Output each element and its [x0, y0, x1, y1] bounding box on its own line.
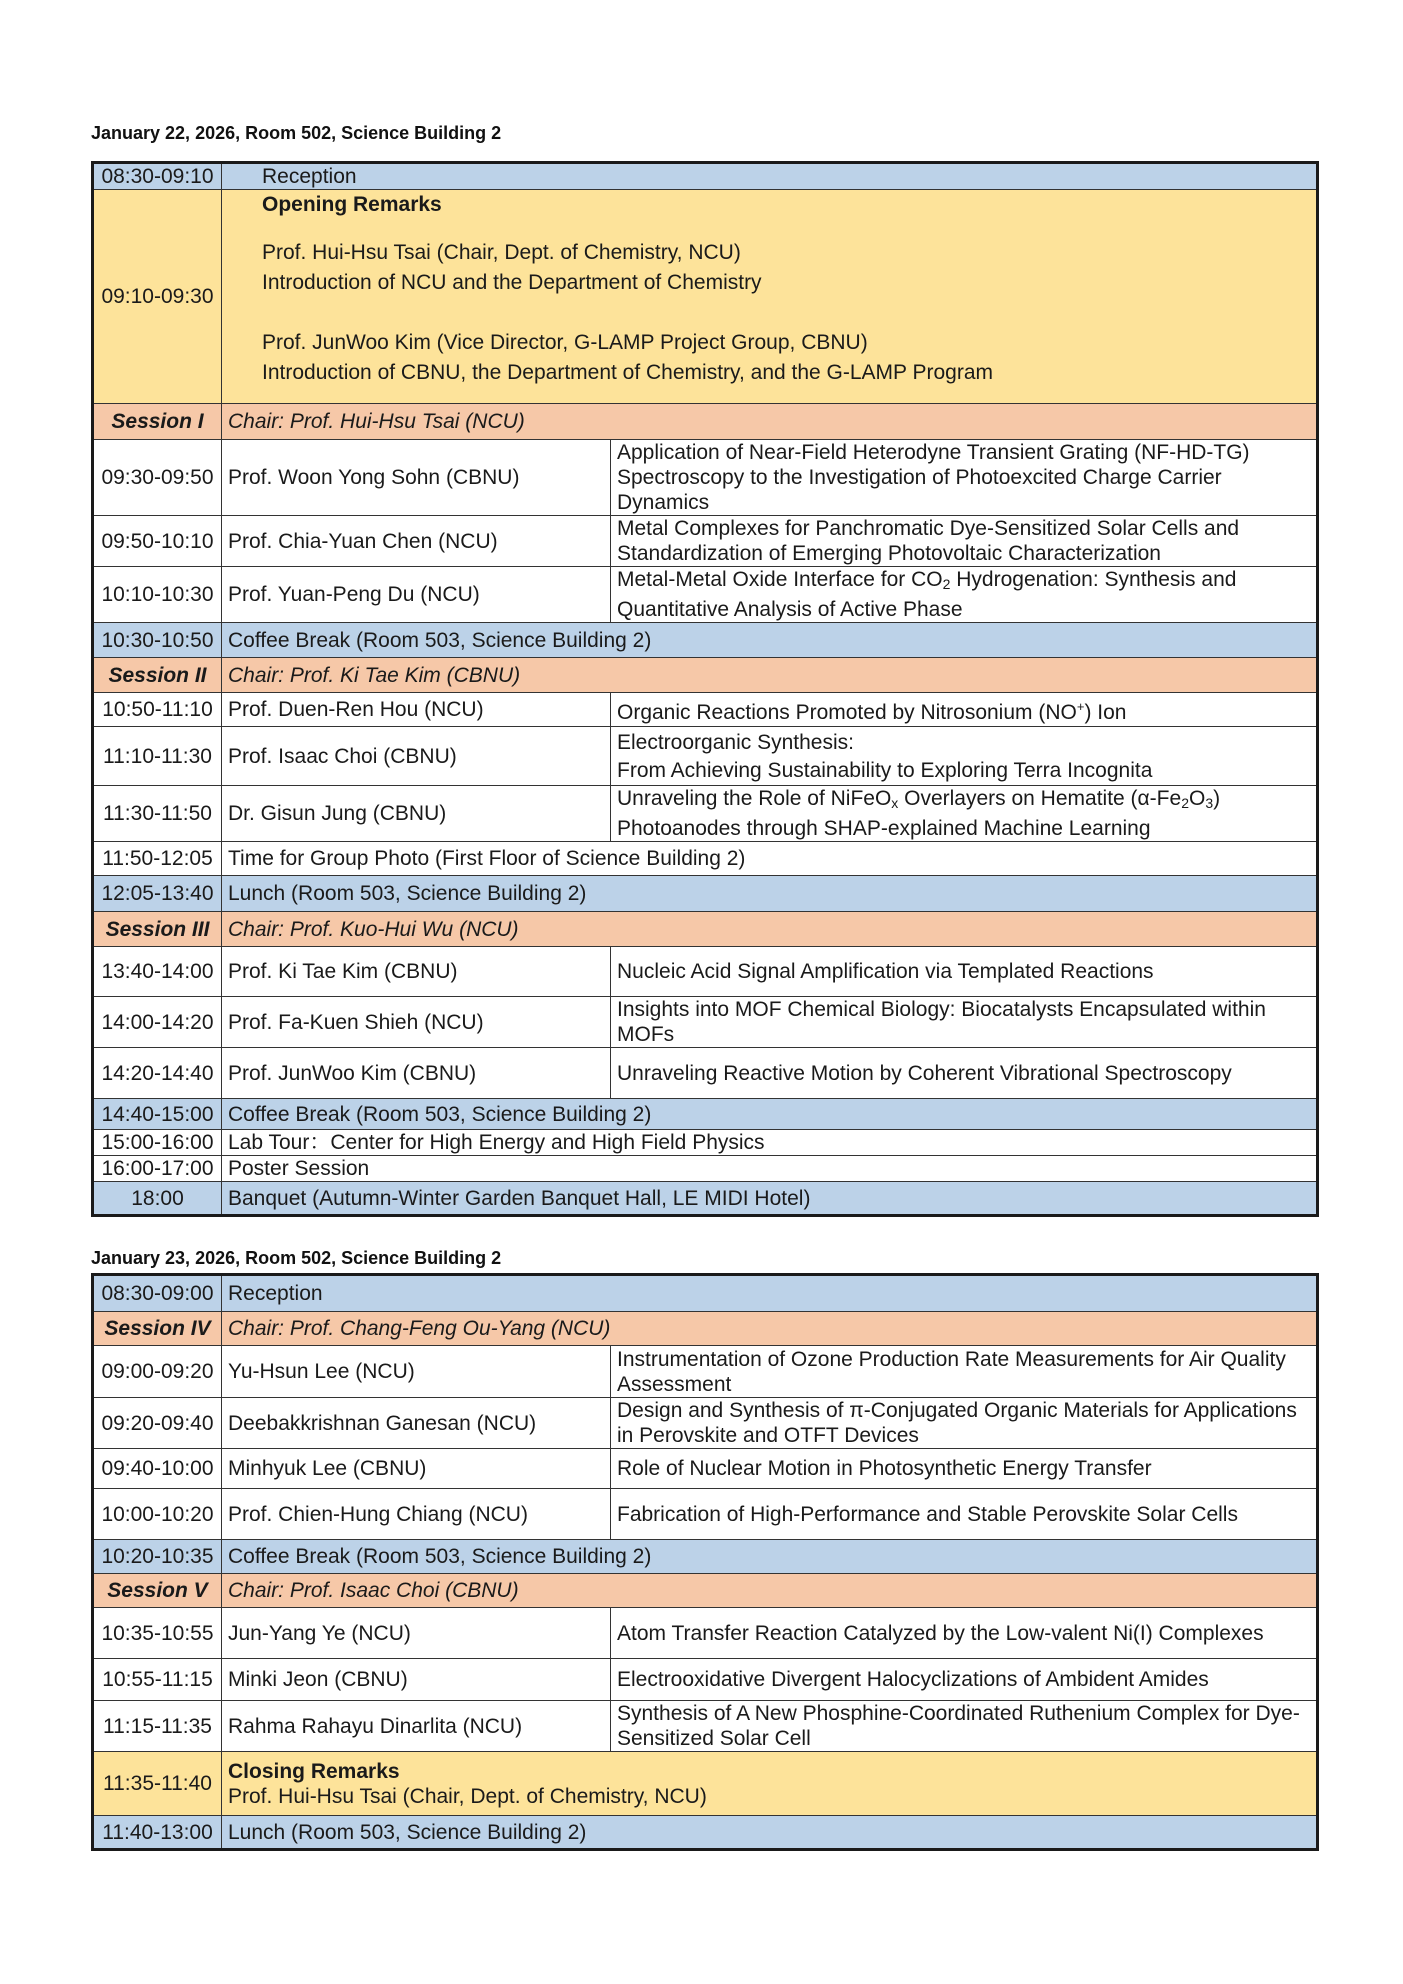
- time-cell: 08:30-09:00: [93, 1275, 222, 1312]
- day2-schedule-table: [91, 1273, 1319, 1851]
- talk-title: [611, 786, 1318, 842]
- time-cell: 11:10-11:30: [93, 727, 222, 786]
- day2-heading: January 23, 2026, Room 502, Science Building 2: [91, 1248, 502, 1268]
- session-chair: Chair: Prof. Kuo-Hui Wu (NCU): [222, 912, 1318, 947]
- speaker-cell: Prof. Duen-Ren Hou (NCU): [222, 693, 611, 727]
- talk-title: Fabrication of High-Performance and Stable Perovskite Solar Cells: [611, 1489, 1318, 1540]
- lab-tour-row: [93, 1130, 1318, 1156]
- speaker-cell: Dr. Gisun Jung (CBNU): [222, 786, 611, 842]
- talk-title: Instrumentation of Ozone Production Rate Measurements for Air Quality Assessment: [611, 1346, 1318, 1398]
- banquet-row: [93, 1182, 1318, 1216]
- talk-title: Electrooxidative Divergent Halocyclizations of Ambident Amides: [611, 1659, 1318, 1701]
- group-photo-label: Time for Group Photo (First Floor of Science Building 2): [222, 842, 1318, 876]
- talk-title: Design and Synthesis of π-Conjugated Organic Materials for Applications in Perovskite and OTFT Devices: [611, 1398, 1318, 1449]
- subscript: 3: [1205, 795, 1214, 811]
- speaker-cell: Minki Jeon (CBNU): [222, 1659, 611, 1701]
- opening-topic-2: Introduction of CBNU, the Department of Chemistry, and the G-LAMP Program: [262, 361, 994, 384]
- talk-row: [93, 997, 1318, 1048]
- talk-row: [93, 1489, 1318, 1540]
- talk-row: [93, 693, 1318, 727]
- closing-remarks-title: Closing Remarks: [228, 1759, 400, 1783]
- time-cell: 09:40-10:00: [93, 1449, 222, 1489]
- coffee-break-label: Coffee Break (Room 503, Science Building 2): [222, 1540, 1318, 1574]
- title-part: ) Photoanodes through SHAP-explained Machine Learning: [617, 787, 1221, 840]
- banquet-label: Banquet (Autumn-Winter Garden Banquet Hall, LE MIDI Hotel): [222, 1182, 1318, 1216]
- time-cell: 11:50-12:05: [93, 842, 222, 876]
- session-header-row: [93, 404, 1318, 440]
- talk-title: Insights into MOF Chemical Biology: Biocatalysts Encapsulated within MOFs: [611, 997, 1318, 1048]
- talk-row: [93, 947, 1318, 997]
- time-cell: 11:40-13:00: [93, 1816, 222, 1850]
- coffee-break-row: [93, 1540, 1318, 1574]
- title-part: ) Ion: [1084, 701, 1127, 724]
- opening-remarks-title: Opening Remarks: [262, 193, 442, 216]
- subscript: 2: [942, 576, 951, 592]
- opening-remarks-row: [93, 190, 1318, 404]
- speaker-cell: Yu-Hsun Lee (NCU): [222, 1346, 611, 1398]
- lunch-row: [93, 876, 1318, 912]
- reception-label: Reception: [222, 163, 1318, 190]
- speaker-cell: Prof. Isaac Choi (CBNU): [222, 727, 611, 786]
- talk-row: [93, 1048, 1318, 1099]
- session-header-row: [93, 1574, 1318, 1608]
- time-cell: 11:15-11:35: [93, 1701, 222, 1752]
- talk-title: [611, 693, 1318, 727]
- session-label: Session IV: [93, 1312, 222, 1346]
- talk-row: [93, 786, 1318, 842]
- talk-title: Metal Complexes for Panchromatic Dye-Sensitized Solar Cells and Standardization of Emerging Photovoltaic Characterization: [611, 516, 1318, 567]
- time-cell: 15:00-16:00: [93, 1130, 222, 1156]
- time-cell: 13:40-14:00: [93, 947, 222, 997]
- talk-row: [93, 727, 1318, 786]
- time-cell: 10:00-10:20: [93, 1489, 222, 1540]
- time-cell: 14:00-14:20: [93, 997, 222, 1048]
- title-part: O: [1188, 787, 1206, 810]
- speaker-cell: Prof. Chien-Hung Chiang (NCU): [222, 1489, 611, 1540]
- title-part: Metal-Metal Oxide Interface for CO: [617, 568, 943, 591]
- opening-speaker-1: Prof. Hui-Hsu Tsai (Chair, Dept. of Chemistry, NCU): [262, 241, 741, 264]
- subscript: 2: [1181, 795, 1189, 811]
- talk-row: [93, 1346, 1318, 1398]
- title-line: Electroorganic Synthesis:: [617, 730, 854, 754]
- coffee-break-label: Coffee Break (Room 503, Science Building 2): [222, 623, 1318, 658]
- title-part: Hydrogenation: Synthesis and Quantitative Analysis of Active Phase: [617, 568, 1237, 621]
- talk-row: [93, 1659, 1318, 1701]
- superscript: +: [1076, 699, 1085, 714]
- speaker-cell: Prof. Woon Yong Sohn (CBNU): [222, 440, 611, 516]
- lunch-row: [93, 1816, 1318, 1850]
- day1-heading: January 22, 2026, Room 502, Science Building 2: [91, 123, 502, 143]
- talk-row: [93, 1608, 1318, 1659]
- session-chair: Chair: Prof. Chang-Feng Ou-Yang (NCU): [222, 1312, 1318, 1346]
- reception-row: [93, 1275, 1318, 1312]
- time-cell: 09:00-09:20: [93, 1346, 222, 1398]
- talk-title: [611, 567, 1318, 623]
- speaker-cell: Prof. JunWoo Kim (CBNU): [222, 1048, 611, 1099]
- time-cell: 14:40-15:00: [93, 1099, 222, 1130]
- session-chair: Chair: Prof. Hui-Hsu Tsai (NCU): [222, 404, 1318, 440]
- time-cell: 11:35-11:40: [93, 1752, 222, 1816]
- time-cell: 09:50-10:10: [93, 516, 222, 567]
- subscript: x: [891, 795, 899, 811]
- speaker-cell: Rahma Rahayu Dinarlita (NCU): [222, 1701, 611, 1752]
- time-cell: 10:20-10:35: [93, 1540, 222, 1574]
- lunch-label: Lunch (Room 503, Science Building 2): [222, 876, 1318, 912]
- coffee-break-row: [93, 623, 1318, 658]
- talk-title: Unraveling Reactive Motion by Coherent Vibrational Spectroscopy: [611, 1048, 1318, 1099]
- session-header-row: [93, 658, 1318, 693]
- talk-row: [93, 1449, 1318, 1489]
- talk-row: [93, 1398, 1318, 1449]
- closing-remarks-speaker: Prof. Hui-Hsu Tsai (Chair, Dept. of Chemistry, NCU): [228, 1784, 707, 1808]
- lunch-label: Lunch (Room 503, Science Building 2): [222, 1816, 1318, 1850]
- speaker-cell: Deebakkrishnan Ganesan (NCU): [222, 1398, 611, 1449]
- time-cell: 08:30-09:10: [93, 163, 222, 190]
- title-part: Overlayers on Hematite (α-Fe: [898, 787, 1182, 810]
- time-cell: 10:10-10:30: [93, 567, 222, 623]
- speaker-cell: Jun-Yang Ye (NCU): [222, 1608, 611, 1659]
- coffee-break-row: [93, 1099, 1318, 1130]
- coffee-break-label: Coffee Break (Room 503, Science Building 2): [222, 1099, 1318, 1130]
- opening-speaker-2: Prof. JunWoo Kim (Vice Director, G-LAMP Project Group, CBNU): [262, 331, 868, 354]
- talk-title: Atom Transfer Reaction Catalyzed by the Low-valent Ni(I) Complexes: [611, 1608, 1318, 1659]
- time-cell: 10:50-11:10: [93, 693, 222, 727]
- title-line: From Achieving Sustainability to Exploring Terra Incognita: [617, 758, 1153, 782]
- reception-row: [93, 163, 1318, 190]
- session-chair: Chair: Prof. Isaac Choi (CBNU): [222, 1574, 1318, 1608]
- time-cell: 16:00-17:00: [93, 1156, 222, 1182]
- opening-topic-1: Introduction of NCU and the Department of Chemistry: [262, 271, 762, 294]
- time-cell: 09:20-09:40: [93, 1398, 222, 1449]
- time-cell: 14:20-14:40: [93, 1048, 222, 1099]
- speaker-cell: Prof. Yuan-Peng Du (NCU): [222, 567, 611, 623]
- speaker-cell: Prof. Chia-Yuan Chen (NCU): [222, 516, 611, 567]
- talk-title: Synthesis of A New Phosphine-Coordinated Ruthenium Complex for Dye-Sensitized Solar Cell: [611, 1701, 1318, 1752]
- talk-title: Application of Near-Field Heterodyne Transient Grating (NF-HD-TG) Spectroscopy to the Investigation of Photoexcited Charge Carrier Dynamics: [611, 440, 1318, 516]
- closing-remarks-row: [93, 1752, 1318, 1816]
- closing-remarks-content: [222, 1752, 1318, 1816]
- lab-tour-label: Lab Tour：Center for High Energy and High Field Physics: [222, 1130, 1318, 1156]
- session-label: Session I: [93, 404, 222, 440]
- opening-remarks-content: [222, 190, 1318, 404]
- day1-schedule-table: [91, 161, 1319, 1217]
- talk-row: [93, 516, 1318, 567]
- group-photo-row: [93, 842, 1318, 876]
- time-cell: 09:10-09:30: [93, 190, 222, 404]
- talk-title: Role of Nuclear Motion in Photosynthetic Energy Transfer: [611, 1449, 1318, 1489]
- talk-row: [93, 440, 1318, 516]
- session-chair: Chair: Prof. Ki Tae Kim (CBNU): [222, 658, 1318, 693]
- poster-session-label: Poster Session: [222, 1156, 1318, 1182]
- title-part: Unraveling the Role of NiFeO: [617, 787, 892, 810]
- speaker-cell: Prof. Fa-Kuen Shieh (NCU): [222, 997, 611, 1048]
- talk-row: [93, 1701, 1318, 1752]
- speaker-cell: Prof. Ki Tae Kim (CBNU): [222, 947, 611, 997]
- title-part: Organic Reactions Promoted by Nitrosonium (NO: [617, 701, 1077, 724]
- reception-label: Reception: [222, 1275, 1318, 1312]
- session-label: Session V: [93, 1574, 222, 1608]
- time-cell: 11:30-11:50: [93, 786, 222, 842]
- time-cell: 09:30-09:50: [93, 440, 222, 516]
- session-header-row: [93, 912, 1318, 947]
- time-cell: 18:00: [93, 1182, 222, 1216]
- time-cell: 10:55-11:15: [93, 1659, 222, 1701]
- time-cell: 10:35-10:55: [93, 1608, 222, 1659]
- talk-title: Nucleic Acid Signal Amplification via Templated Reactions: [611, 947, 1318, 997]
- talk-row: [93, 567, 1318, 623]
- speaker-cell: Minhyuk Lee (CBNU): [222, 1449, 611, 1489]
- time-cell: 10:30-10:50: [93, 623, 222, 658]
- session-label: Session II: [93, 658, 222, 693]
- talk-title: [611, 727, 1318, 786]
- session-header-row: [93, 1312, 1318, 1346]
- session-label: Session III: [93, 912, 222, 947]
- time-cell: 12:05-13:40: [93, 876, 222, 912]
- poster-session-row: [93, 1156, 1318, 1182]
